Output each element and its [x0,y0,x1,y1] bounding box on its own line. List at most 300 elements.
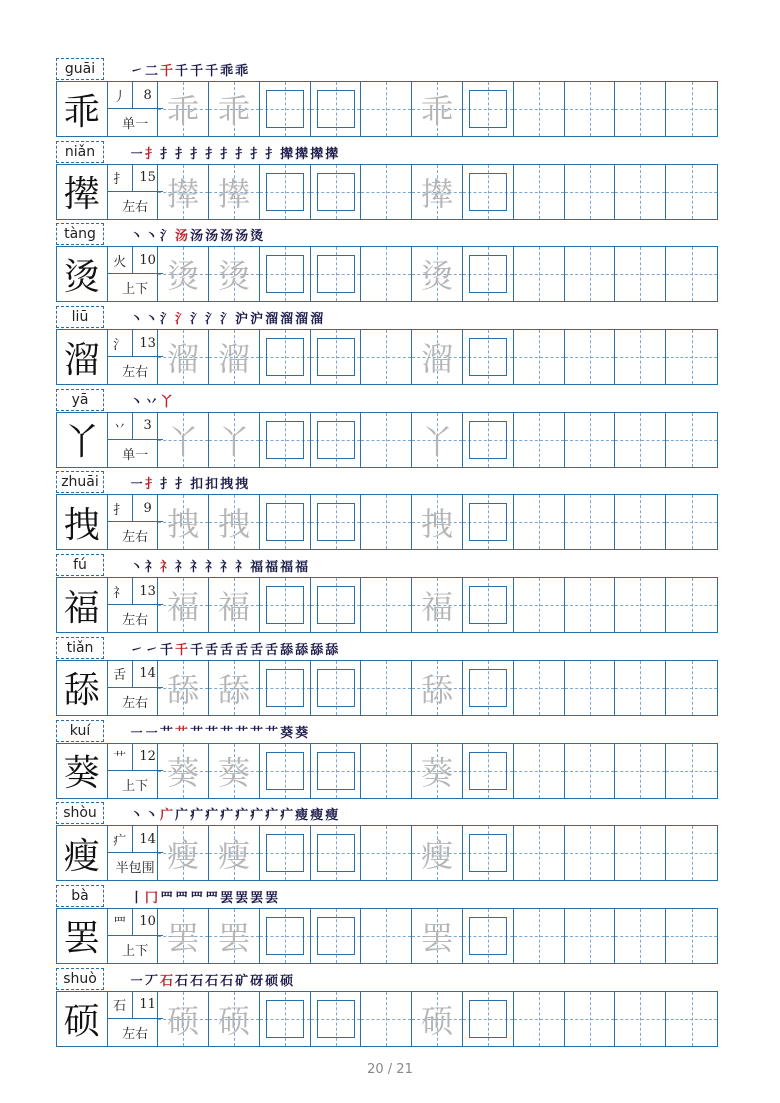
practice-cell[interactable] [158,495,209,549]
stroke-step: ㇐ [130,146,144,162]
stroke-step: 氵 [205,312,219,328]
stroke-step: 石 [205,973,219,989]
character-block [56,387,718,470]
stroke-step: 瘦 [325,808,339,824]
practice-cell[interactable] [514,165,565,219]
pinyin-label: tàng [56,223,104,245]
practice-cell[interactable] [158,82,209,136]
structure: 左右 [122,695,149,711]
practice-cell[interactable] [615,992,666,1046]
inner-writing-box[interactable] [317,917,355,955]
inner-writing-box[interactable] [469,338,507,376]
model-character: 拽 [57,495,108,549]
practice-cell[interactable] [311,744,362,798]
practice-cell[interactable] [666,495,717,549]
stroke-step: 艹 [220,725,234,741]
inner-writing-box[interactable] [317,255,355,293]
structure: 上下 [122,282,149,298]
practice-cell[interactable] [260,82,311,136]
practice-cell[interactable] [209,909,260,963]
inner-writing-box[interactable] [266,752,304,790]
trace-character: 葵 [217,753,250,792]
practice-cell[interactable] [463,578,514,632]
structure: 上下 [122,943,149,959]
trace-character: 葵 [421,753,454,792]
practice-sheet [56,56,718,1048]
stroke-count: 10 [133,247,163,274]
model-character: 罢 [57,909,108,963]
stroke-step: 千 [175,642,189,658]
inner-writing-box[interactable] [317,1000,355,1038]
practice-cell[interactable] [311,413,362,467]
inner-writing-box[interactable] [266,421,304,459]
pinyin-row [56,883,718,908]
practice-cell[interactable] [260,495,311,549]
practice-cell[interactable] [361,992,412,1046]
practice-cell[interactable] [260,330,311,384]
practice-cell[interactable] [209,165,260,219]
inner-writing-box[interactable] [266,255,304,293]
practice-cell[interactable] [666,909,717,963]
practice-cell[interactable] [209,330,260,384]
stroke-step: 广 [160,808,174,824]
practice-cell[interactable] [412,165,463,219]
practice-cell[interactable] [615,413,666,467]
character-block [56,304,718,387]
practice-cell[interactable] [311,247,362,301]
stroke-order [130,139,340,164]
practice-cell[interactable] [565,413,616,467]
practice-cell[interactable] [565,909,616,963]
inner-writing-box[interactable] [469,917,507,955]
practice-cell[interactable] [158,992,209,1046]
trace-character: 拽 [421,505,454,544]
practice-cell[interactable] [615,165,666,219]
practice-cell[interactable] [209,744,260,798]
practice-cell[interactable] [158,413,209,467]
practice-cell[interactable] [615,330,666,384]
inner-writing-box[interactable] [266,338,304,376]
practice-cell[interactable] [463,744,514,798]
practice-cell[interactable] [615,247,666,301]
practice-cell[interactable] [463,992,514,1046]
practice-cell[interactable] [615,826,666,880]
inner-writing-box[interactable] [469,255,507,293]
stroke-step: 石 [220,973,234,989]
practice-cell[interactable] [311,826,362,880]
character-info [108,826,159,880]
stroke-step: 礻 [145,560,159,576]
practice-cell[interactable] [260,909,311,963]
practice-cell[interactable] [361,909,412,963]
pinyin-row [56,635,718,660]
radical: 扌 [108,495,133,522]
stroke-step: 罢 [250,890,264,906]
stroke-step: 丫 [160,394,174,410]
stroke-step: 丶 [145,312,159,328]
practice-cell[interactable] [412,992,463,1046]
practice-cell[interactable] [666,992,717,1046]
practice-cell[interactable] [412,247,463,301]
trace-character: 乖 [217,92,250,130]
practice-cell[interactable] [311,82,362,136]
practice-cell[interactable] [615,909,666,963]
trace-character: 罢 [421,918,454,957]
stroke-step: 扌 [235,146,249,162]
practice-cell[interactable] [514,82,565,136]
practice-cell[interactable] [565,165,616,219]
practice-cell[interactable] [361,247,412,301]
practice-cell[interactable] [209,247,260,301]
stroke-step: 舌 [220,642,234,658]
trace-character: 福 [167,588,200,627]
stroke-step: ㇐ [145,725,159,741]
structure: 左右 [122,365,149,381]
structure: 单一 [122,117,149,132]
stroke-step: 石 [160,973,174,989]
practice-cell[interactable] [209,495,260,549]
structure: 左右 [122,613,149,629]
practice-cell[interactable] [514,826,565,880]
practice-cell[interactable] [565,82,616,136]
stroke-order [130,221,265,246]
practice-cell[interactable] [209,413,260,467]
structure: 半包围 [115,861,155,877]
practice-cell[interactable] [260,826,311,880]
character-block [56,883,718,966]
practice-cell[interactable] [463,495,514,549]
trace-character: 罢 [167,918,200,957]
trace-character: 烫 [167,257,200,296]
practice-cell[interactable] [565,330,616,384]
practice-cell[interactable] [209,82,260,136]
stroke-step: 疒 [265,808,279,824]
inner-writing-box[interactable] [317,834,355,872]
practice-cell[interactable] [158,826,209,880]
practice-cell[interactable] [158,247,209,301]
practice-cell[interactable] [463,247,514,301]
pinyin-row [56,387,718,412]
practice-cell[interactable] [412,909,463,963]
practice-cell[interactable] [463,909,514,963]
practice-cell[interactable] [311,495,362,549]
practice-cell[interactable] [463,661,514,715]
stroke-step: 扌 [220,146,234,162]
writing-row [56,412,718,468]
inner-writing-box[interactable] [469,173,507,211]
trace-character: 溜 [217,340,250,379]
pinyin-label: yā [56,389,104,411]
stroke-count: 8 [133,82,163,109]
writing-row [56,246,718,302]
stroke-step: 罒 [175,890,189,906]
practice-cell[interactable] [666,413,717,467]
stroke-step: ㇀ [145,642,159,658]
inner-writing-box[interactable] [317,503,355,541]
stroke-step: 冂 [145,890,159,906]
inner-writing-box[interactable] [317,669,355,707]
practice-cell[interactable] [260,247,311,301]
practice-cell[interactable] [311,661,362,715]
practice-cell[interactable] [666,247,717,301]
practice-cell[interactable] [361,578,412,632]
pinyin-label: shuò [56,968,104,990]
practice-cell[interactable] [361,165,412,219]
practice-cell[interactable] [565,826,616,880]
inner-writing-box[interactable] [266,90,304,128]
practice-cell[interactable] [615,578,666,632]
stroke-step: 千 [175,64,189,79]
trace-character: 丫 [167,422,200,461]
practice-cell[interactable] [260,992,311,1046]
inner-writing-box[interactable] [266,1000,304,1038]
practice-cell[interactable] [615,661,666,715]
stroke-step: 疒 [190,808,204,824]
practice-cell[interactable] [361,330,412,384]
stroke-step: 石 [190,973,204,989]
stroke-step: 丶 [130,394,144,410]
stroke-step: 罒 [160,890,174,906]
practice-cell[interactable] [412,744,463,798]
stroke-count: 11 [133,992,163,1019]
practice-cell[interactable] [209,992,260,1046]
practice-cell[interactable] [514,495,565,549]
stroke-step: 撵 [325,146,339,162]
practice-cell[interactable] [514,992,565,1046]
trace-character: 福 [421,588,454,627]
stroke-order [130,966,295,991]
stroke-step: 瘦 [295,808,309,824]
practice-cell[interactable] [615,495,666,549]
pinyin-label: zhuāi [56,471,104,493]
stroke-step: 艹 [160,725,174,741]
practice-cell[interactable] [463,165,514,219]
practice-cell[interactable] [615,744,666,798]
character-info [108,578,159,632]
character-block [56,221,718,304]
stroke-count: 10 [133,909,163,936]
pinyin-label: liū [56,306,104,328]
practice-cell[interactable] [209,661,260,715]
practice-cell[interactable] [463,826,514,880]
inner-writing-box[interactable] [266,503,304,541]
inner-writing-box[interactable] [317,752,355,790]
practice-cell[interactable] [514,330,565,384]
practice-cell[interactable] [412,578,463,632]
practice-cell[interactable] [412,495,463,549]
practice-cell[interactable] [514,909,565,963]
stroke-step: 烫 [250,229,264,245]
practice-cell[interactable] [565,992,616,1046]
character-block [56,56,718,139]
practice-cell[interactable] [412,413,463,467]
practice-cell[interactable] [361,744,412,798]
stroke-step: 丶 [130,560,144,576]
stroke-order [130,635,340,660]
stroke-step: ㇀ [130,64,144,79]
trace-character: 丫 [421,422,454,461]
practice-cell[interactable] [565,495,616,549]
inner-writing-box[interactable] [469,586,507,624]
stroke-step: 礻 [235,560,249,576]
inner-writing-box[interactable] [469,421,507,459]
writing-row [56,577,718,633]
inner-writing-box[interactable] [469,90,507,128]
pinyin-row [56,469,718,494]
stroke-step: 汤 [220,229,234,245]
stroke-count: 15 [133,165,163,192]
practice-cell[interactable] [463,82,514,136]
stroke-step: 福 [280,560,294,576]
practice-cell[interactable] [311,330,362,384]
radical: 火 [108,247,133,274]
practice-cell[interactable] [514,578,565,632]
practice-cell[interactable] [209,578,260,632]
practice-cell[interactable] [158,744,209,798]
stroke-step: 葵 [280,725,294,741]
practice-cell[interactable] [412,826,463,880]
stroke-step: 礻 [205,560,219,576]
inner-writing-box[interactable] [469,1000,507,1038]
model-character: 溜 [57,330,108,384]
practice-cell[interactable] [260,661,311,715]
radical: 扌 [108,165,133,192]
practice-cell[interactable] [565,247,616,301]
inner-writing-box[interactable] [266,669,304,707]
writing-row [56,164,718,220]
structure: 单一 [122,447,149,463]
practice-cell[interactable] [666,330,717,384]
practice-cell[interactable] [260,413,311,467]
stroke-count: 12 [133,744,163,771]
character-block [56,718,718,801]
practice-cell[interactable] [412,82,463,136]
practice-cell[interactable] [158,578,209,632]
practice-cell[interactable] [565,661,616,715]
inner-writing-box[interactable] [469,669,507,707]
practice-cell[interactable] [260,165,311,219]
stroke-step: 扌 [190,146,204,162]
practice-cell[interactable] [463,330,514,384]
practice-cell[interactable] [361,826,412,880]
practice-cell[interactable] [158,909,209,963]
practice-cell[interactable] [158,330,209,384]
practice-cell[interactable] [311,992,362,1046]
stroke-count: 9 [133,495,163,522]
stroke-order [130,304,325,329]
stroke-step: 千 [160,642,174,658]
inner-writing-box[interactable] [266,586,304,624]
practice-cell[interactable] [666,744,717,798]
inner-writing-box[interactable] [469,834,507,872]
practice-cell[interactable] [565,578,616,632]
practice-cell[interactable] [361,661,412,715]
radical: 丿 [108,82,133,109]
practice-cell[interactable] [463,413,514,467]
practice-cell[interactable] [260,578,311,632]
stroke-order [130,387,175,412]
inner-writing-box[interactable] [317,338,355,376]
writing-row [56,743,718,799]
practice-cell[interactable] [666,82,717,136]
radical: 舌 [108,661,133,688]
practice-cell[interactable] [361,413,412,467]
practice-cell[interactable] [666,578,717,632]
practice-cell[interactable] [514,247,565,301]
structure: 上下 [122,778,149,794]
model-character: 葵 [57,744,108,798]
stroke-step: 艹 [190,725,204,741]
stroke-step: 福 [265,560,279,576]
stroke-step: 舔 [295,642,309,658]
character-info [108,247,159,301]
stroke-step: 艹 [175,725,189,741]
stroke-step: 舔 [280,642,294,658]
practice-cell[interactable] [311,909,362,963]
stroke-order [130,800,340,825]
inner-writing-box[interactable] [266,173,304,211]
practice-cell[interactable] [666,165,717,219]
practice-cell[interactable] [209,826,260,880]
stroke-count: 13 [133,578,163,605]
stroke-step: 拽 [220,477,234,493]
pinyin-row [56,56,718,81]
inner-writing-box[interactable] [469,752,507,790]
practice-cell[interactable] [158,165,209,219]
stroke-step: 矿 [235,973,249,989]
stroke-step: 砑 [250,973,264,989]
stroke-step: 沪 [250,312,264,328]
practice-cell[interactable] [514,661,565,715]
practice-cell[interactable] [311,165,362,219]
practice-cell[interactable] [666,826,717,880]
practice-cell[interactable] [260,744,311,798]
inner-writing-box[interactable] [266,917,304,955]
practice-cell[interactable] [615,82,666,136]
stroke-step: 扌 [265,146,279,162]
practice-cell[interactable] [361,82,412,136]
inner-writing-box[interactable] [469,503,507,541]
practice-cell[interactable] [514,413,565,467]
inner-writing-box[interactable] [317,586,355,624]
stroke-step: 瘦 [310,808,324,824]
practice-cell[interactable] [412,661,463,715]
stroke-order [130,469,250,494]
practice-cell[interactable] [666,661,717,715]
practice-cell[interactable] [311,578,362,632]
inner-writing-box[interactable] [317,173,355,211]
inner-writing-box[interactable] [266,834,304,872]
stroke-step: 疒 [235,808,249,824]
stroke-step: 撵 [280,146,294,162]
trace-character: 撵 [167,174,200,213]
stroke-step: 艹 [250,725,264,741]
practice-cell[interactable] [158,661,209,715]
character-info [108,82,159,136]
practice-cell[interactable] [412,330,463,384]
character-info [108,330,159,384]
inner-writing-box[interactable] [317,421,355,459]
practice-cell[interactable] [514,744,565,798]
stroke-step: 福 [295,560,309,576]
trace-character: 拽 [217,505,250,544]
stroke-step: 舌 [205,642,219,658]
practice-cell[interactable] [565,744,616,798]
practice-cell[interactable] [361,495,412,549]
inner-writing-box[interactable] [317,90,355,128]
stroke-step: 扌 [175,477,189,493]
page-number: 20 / 21 [367,1062,413,1077]
